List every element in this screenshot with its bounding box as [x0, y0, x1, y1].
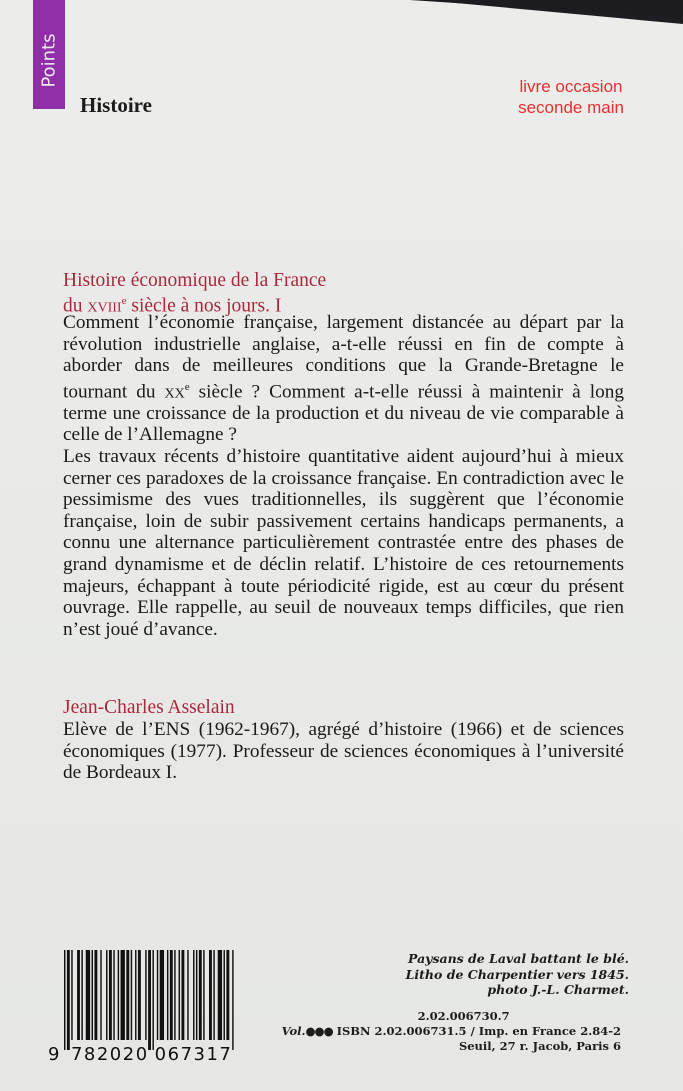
- barcode-digit-first: 9: [48, 1044, 61, 1065]
- barcode-bar: [100, 950, 101, 1040]
- title-suffix: siècle à nos jours. I: [126, 295, 282, 317]
- title-century-sup: e: [121, 295, 127, 307]
- credit-line-2: Litho de Charpentier vers 1845.: [405, 966, 629, 982]
- barcode-bar: [64, 950, 65, 1050]
- barcode-bar: [199, 950, 202, 1040]
- barcode-digits-right: 067317: [154, 1044, 233, 1065]
- isbn-line: [282, 1024, 621, 1039]
- barcode-bar: [226, 950, 229, 1040]
- series-title: Histoire: [80, 93, 152, 117]
- barcode-bar: [157, 950, 158, 1040]
- barcode-bar: [94, 950, 97, 1040]
- author-bio: Elève de l’ENS (1962-1967), agrégé d’histoire (1966) et de sciences économiques (1977). Professeur de sciences économiques à l’université de Bordeaux I.: [63, 719, 624, 784]
- barcode-bar: [67, 950, 70, 1050]
- barcode-number: [48, 1044, 232, 1065]
- barcode-bar: [213, 950, 214, 1040]
- set-number: 2.02.006730.7: [417, 1009, 510, 1023]
- stamp-line-1: livre occasion: [519, 77, 623, 96]
- century-sup: e: [184, 380, 190, 393]
- vol-dots-icon: ●●●: [305, 1024, 333, 1038]
- barcode-bar: [167, 950, 168, 1040]
- author-name: Jean-Charles Asselain: [63, 697, 235, 718]
- credit-line-1: Paysans de Laval battant le blé.: [408, 951, 629, 966]
- blurb-text: Comment l’économie française, largement distancée au départ par la révolution industrielle anglaise, a-t-elle réussi en fin de compte à aborder dans de meilleures conditions que la Grande-Bretagne le tournant du: [63, 312, 624, 403]
- publication-info: [282, 1009, 621, 1054]
- barcode-bar: [71, 950, 72, 1040]
- barcode-bar: [232, 950, 233, 1050]
- barcode-bar: [224, 950, 225, 1040]
- barcode-bar: [145, 950, 146, 1040]
- barcode-bar: [106, 950, 107, 1040]
- barcode-bar: [86, 950, 90, 1040]
- blurb: [63, 312, 624, 640]
- barcode-bar: [196, 950, 197, 1040]
- publisher-address: Seuil, 27 r. Jacob, Paris 6: [458, 1039, 621, 1053]
- barcode-bar: [181, 950, 184, 1040]
- title-century: xviii: [87, 295, 122, 317]
- barcode: [64, 950, 236, 1050]
- barcode-bar: [148, 950, 151, 1050]
- barcode-bar: [81, 950, 82, 1040]
- stamp-line-2: seconde main: [518, 98, 624, 117]
- blurb-text: siècle ? Comment a-t-elle réussi à maintenir à long terme une croissance de la production et du niveau de vie comparable à celle de l’Allemagne ?: [63, 381, 625, 446]
- cover-credits: [406, 951, 629, 998]
- barcode-bar: [160, 950, 164, 1040]
- barcode-bar: [109, 950, 112, 1040]
- vol-label: Vol.: [281, 1024, 306, 1038]
- barcode-bar: [77, 950, 80, 1040]
- publisher-label: Points: [38, 33, 60, 88]
- century-text: xx: [164, 381, 185, 403]
- barcode-bar: [152, 950, 153, 1050]
- book-title: [63, 270, 326, 317]
- barcode-bar: [218, 950, 222, 1040]
- book-title-line-1: Histoire économique de la France: [63, 270, 327, 291]
- barcode-bar: [179, 950, 180, 1040]
- barcode-bar: [121, 950, 125, 1040]
- barcode-bar: [170, 950, 173, 1040]
- barcode-bar: [113, 950, 114, 1040]
- blurb-paragraph-1: [63, 312, 624, 446]
- title-prefix: du: [63, 295, 88, 317]
- barcode-bar: [209, 950, 212, 1040]
- isbn-text: ISBN 2.02.006731.5 / Imp. en France 2.84-2: [332, 1024, 621, 1038]
- barcode-digits-left: 782020: [70, 1044, 149, 1065]
- barcode-bar: [203, 950, 204, 1040]
- barcode-bar: [193, 950, 194, 1040]
- barcode-bar: [126, 950, 129, 1040]
- barcode-bar: [135, 950, 136, 1040]
- barcode-bar: [138, 950, 141, 1040]
- credit-line-3: photo J.-L. Charmet.: [487, 982, 629, 997]
- blurb-paragraph-2: Les travaux récents d’histoire quantitative aident aujourd’hui à mieux cerner ces paradoxes de la croissance française. En contradiction avec le pessimisme des vues traditionnelles, ils suggèrent que l’économie française, loin de subir passivement certains handicaps permanents, a connu une alternance particulièrement contrastée entre des phases de grand dynamisme et de déclin relatif. L’histoire de ces retournements majeurs, échappant à toute périodicité rigide, est au cœur du présent ouvrage. Elle rappelle, au seuil de nouveaux temps difficiles, que rien n’est joué d’avance.: [63, 445, 624, 640]
- publisher-logo: [33, 0, 65, 109]
- used-book-stamp: [496, 76, 646, 118]
- barcode-bar: [187, 950, 188, 1040]
- barcode-bar: [131, 950, 132, 1040]
- barcode-bar: [92, 950, 93, 1040]
- barcode-bar: [118, 950, 119, 1040]
- barcode-bar: [174, 950, 175, 1040]
